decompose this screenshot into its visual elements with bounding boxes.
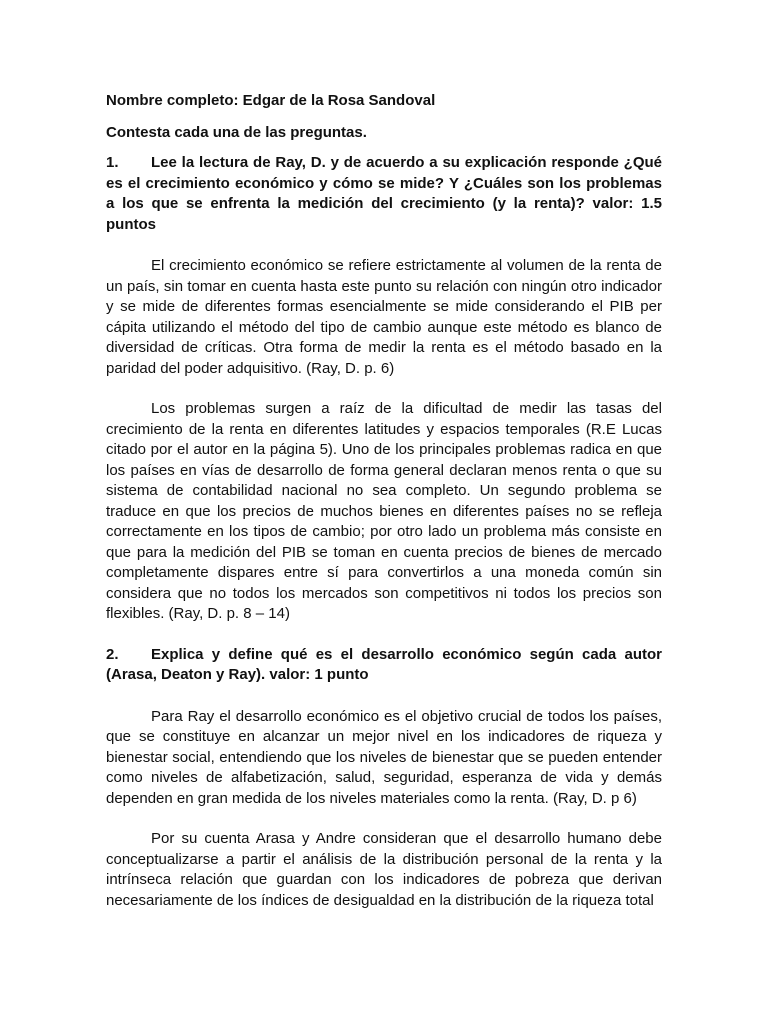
question-2-answer-paragraph-2: Por su cuenta Arasa y Andre consideran que el desarrollo humano debe conceptualizarse a partir el análisis de la distribución personal de la renta y la intrínseca relación que guardan con los indicadores de pobreza que derivan necesariamente de los índices de desigualdad en la distribución de la riqueza total [106, 830, 662, 909]
question-2-text: Explica y define qué es el desarrollo económico según cada autor (Arasa, Deaton y Ray). valor: 1 punto [106, 645, 662, 683]
question-1-number: 1. [106, 154, 119, 171]
student-name-line: Nombre completo: Edgar de la Rosa Sandoval [106, 92, 436, 109]
question-1-text: Lee la lectura de Ray, D. y de acuerdo a su explicación responde ¿Qué es el crecimiento económico y cómo se mide? Y ¿Cuáles son los problemas a los que se enfrenta la medición del crecimiento (y la renta)? valor: 1.5 puntos [106, 154, 662, 233]
instruction-line: Contesta cada una de las preguntas. [106, 123, 367, 141]
question-2-answer-paragraph-1: Para Ray el desarrollo económico es el objetivo crucial de todos los países, que se constituye en alcanzar un mejor nivel en los indicadores de riqueza y bienestar social, entendiendo que los niveles de bienestar que se pueden entender como niveles de alfabetización, salud, seguridad, esperanza de vida y demás dependen en gran medida de los niveles materiales como la renta. (Ray, D. p 6) [106, 707, 662, 807]
question-2 [106, 645, 662, 686]
question-1 [106, 153, 662, 235]
document-page [106, 91, 662, 911]
question-2-number: 2. [106, 645, 119, 663]
question-1-answer-paragraph-1: El crecimiento económico se refiere estrictamente al volumen de la renta de un país, sin tomar en cuenta hasta este punto su relación con ningún otro indicador y se mide de diferentes formas esencialmente se mide considerando el PIB per cápita utilizando el método del tipo de cambio aunque este método es blanco de diversidad de críticas. Otra forma de medir la renta es el método basado en la paridad del poder adquisitivo. (Ray, D. p. 6) [106, 257, 662, 377]
question-1-answer-paragraph-2: Los problemas surgen a raíz de la dificultad de medir las tasas del crecimiento de la renta en diferentes latitudes y espacios temporales (R.E Lucas citado por el autor en la página 5). Uno de los principales problemas radica en que los países en vías de desarrollo de forma general declaran menos renta o que su sistema de contabilidad nacional no sea completo. Un segundo problema se traduce en que los precios de muchos bienes en diferentes países no se refleja correctamente en los tipos de cambio; por otro lado un problema más consiste en que para la medición del PIB se toman en cuenta precios de bienes de mercado completamente dispares entre sí para convertirlos a una moneda común sin considera que no todos los mercados son competitivos ni todos los precios son flexibles. (Ray, D. p. 8 – 14) [106, 400, 662, 622]
